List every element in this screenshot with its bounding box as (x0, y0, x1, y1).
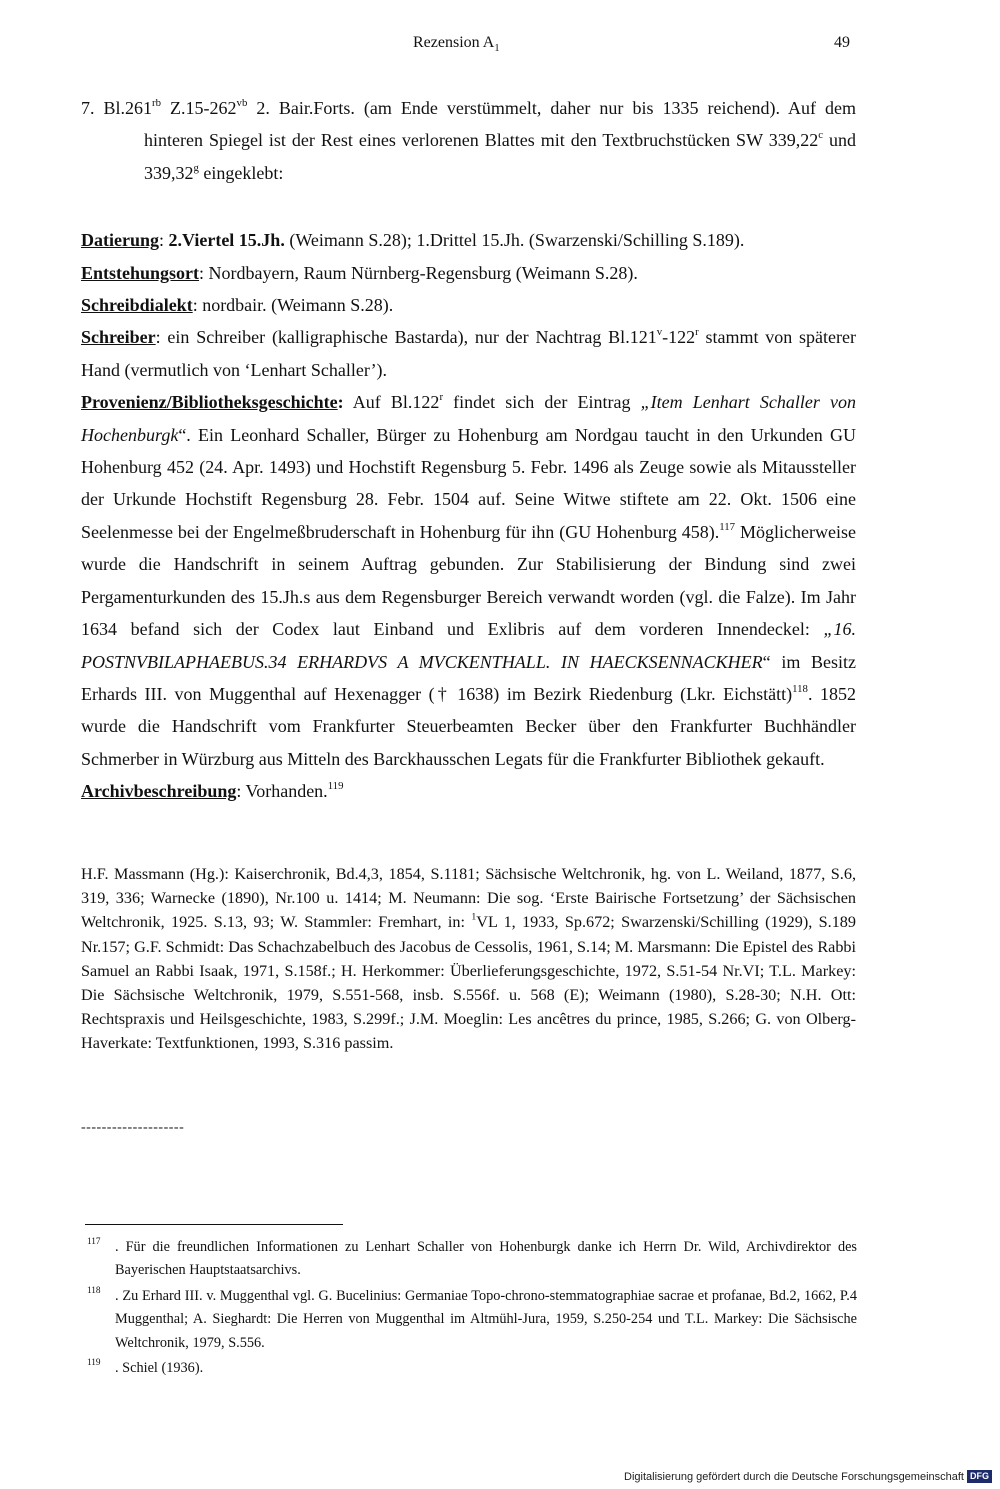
dashed-separator: -------------------- (81, 1120, 185, 1135)
spacer (81, 189, 856, 224)
footnote-118: $^{118}$ . Zu Erhard III. v. Muggenthal vgl. G. Bucelinius: Germaniae Topo-chrono-stemmatographiae sacrae et profanae, Bd.2, 1662, P.4 Muggenthal; A. Sieghardt: Die Herren von Muggenthal im Altmühl-Jura, 1959, S.250-254 und T.L. Markey: Die Sächsische Weltchronik, 1979, S.556. (87, 1285, 857, 1351)
dfg-credit (624, 1470, 992, 1483)
item-7-entry: 7. $Bl.261^{rb}$ $Z.15-262^{vb}$ 2. Bair.Forts. (am Ende verstümmelt, daher nur bis 1335 reichend). Auf dem hinteren Spiegel ist der Rest eines verlorenen Blattes mit den Textbruchstücken SW 339,22$^c$ und 339,32$^g$ eingeklebt: (81, 96, 856, 183)
exlibris-quote: „16. POSTNVBILAPHAEBUS.34 ERHARDVS A MVCKENTHALL. IN HAECKSENNACKHER (81, 619, 856, 672)
entstehungsort-field: Entstehungsort: Nordbayern, Raum Nürnberg-Regensburg (Weimann S.28). (81, 262, 638, 283)
schreibdialekt-field: Schreibdialekt: nordbair. (Weimann S.28). (81, 295, 394, 316)
dfg-logo: DFG (967, 1470, 992, 1483)
footnote-ref-119: 119 (327, 780, 344, 793)
archiv-field: Archivbeschreibung: Vorhanden.$^{119}$ (81, 780, 344, 802)
provenienz-label: Provenienz/Bibliotheksgeschichte (81, 392, 338, 413)
datierung-label: Datierung (81, 230, 159, 251)
footnote-119: $^{119}$ . Schiel (1936). (87, 1358, 204, 1377)
datierung-field: Datierung: 2.Viertel 15.Jh. (Weimann S.28); 1.Drittel 15.Jh. (Swarzenski/Schilling S.189). (81, 230, 745, 251)
schreibdialekt-label: Schreibdialekt (81, 295, 193, 316)
entstehungsort-label: Entstehungsort (81, 262, 200, 283)
datierung-value: 2.Viertel 15.Jh. (168, 230, 285, 251)
footnote-ref-118: 118 (792, 682, 808, 695)
footnotes (87, 1236, 857, 1382)
running-header (0, 34, 1000, 58)
footnote-rule (85, 1224, 343, 1225)
schreiber-field: Schreiber: ein Schreiber (kalligraphische Bastarda), nur der Nachtrag Bl.121$^v$-122$^r$ stammt von späterer Hand (vermutlich von ‘Lenhart Schaller’). (81, 326, 857, 380)
provenienz-field: Provenienz/Bibliotheksgeschichte: Auf Bl.122$^r$ findet sich der Eintrag „Item Lenhart Schaller von Hochenburgk“. Ein Leonhard Schaller, Bürger zu Hohenburg am Nordgau taucht in den Urkunden GU Hohenburg 452 (24. Apr. 1493) und Hochstift Regensburg 5. Febr. 1496 als Zeuge sowie als Mitaussteller der Urkunde Hochstift Regensburg 28. Febr. 1504 auf. Seine Witwe stiftete am 22. Okt. 1506 eine Seelenmesse bei der Engelmeßbruderschaft in Hohenburg für ihn (GU Hohenburg 458).$^{117}$ Möglicherweise wurde die Handschrift in seinem Auftrag gebunden. Zur Stabilisierung der Bindung sind zwei Pergamenturkunden des 15.Jh.s aus dem Regensburger Bereich verwandt worden (vgl. die Falze). Im Jahr 1634 befand sich der Codex laut Einband und Exlibris auf dem vorderen Innendeckel: „16. POSTNVBILAPHAEBUS.34 ERHARDVS A MVCKENTHALL. IN HAECKSENNACKHER“ im Besitz Erhards III. von Muggenthal auf Hexenagger († 1638) im Bezirk Riedenburg (Lkr. Eichstätt)$^{118}$. 1852 wurde die Handschrift vom Frankfurter Steuerbeamten Becker über den Frankfurter Buchhändler Schmerber in Würzburg aus Mitteln des Barckhausschen Legats für die Frankfurter Bibliothek gekauft. (81, 391, 857, 769)
page-number: 49 (834, 34, 850, 51)
literature-list: H.F. Massmann (Hg.): Kaiserchronik, Bd.4,3, 1854, S.1181; Sächsische Weltchronik, hg. von L. Weiland, 1877, S.6, 319, 336; Warnecke (1890), Nr.100 u. 1414; M. Neumann: Die sog. ‘Erste Bairische Fortsetzung’ der Sächsischen Weltchronik, 1925. S.13, 93; W. Stammler: Fremhart, in: $^1$VL 1, 1933, Sp.672; Swarzenski/Schilling (1929), S.189 Nr.157; G.F. Schmidt: Das Schachzabelbuch des Jacobus de Cessolis, 1961, S.14; M. Marsmann: Die Epistel des Rabbi Samuel an Rabbi Isaak, 1971, S.158f.; H. Herkommer: Überlieferungsgeschichte, 1972, S.51-54 Nr.VI; T.L. Markey: Die Sächsische Weltchronik, 1979, S.551-568, insb. S.556f. u. 568 (E); Weimann (1980), S.28-30; N.H. Ott: Rechtspraxis und Heilsgeschichte, 1983, S.299f.; J.M. Moeglin: Les ancêtres du prince, 1985, S.266; G. von Olberg-Haverkate: Textfunktionen, 1993, S.316 passim. (81, 865, 856, 1053)
inscription-quote: „Item Lenhart Schaller von Hochenburgk (81, 392, 856, 445)
title-subscript: 1 (494, 43, 500, 55)
manuscript-description (81, 92, 856, 808)
schreiber-label: Schreiber (81, 327, 156, 348)
dfg-credit-text: Digitalisierung gefördert durch die Deutsche Forschungsgemeinschaft (624, 1470, 964, 1483)
footnote-ref-117: 117 (719, 520, 736, 533)
archiv-label: Archivbeschreibung (81, 781, 237, 802)
running-title: Rezension $A_1$ (413, 34, 500, 55)
footnote-117: $^{117}$ . Für die freundlichen Informationen zu Lenhart Schaller von Hohenburgk danke ich Herrn Dr. Wild, Archivdirektor des Bayerischen Hauptstaatsarchivs. (87, 1237, 857, 1279)
